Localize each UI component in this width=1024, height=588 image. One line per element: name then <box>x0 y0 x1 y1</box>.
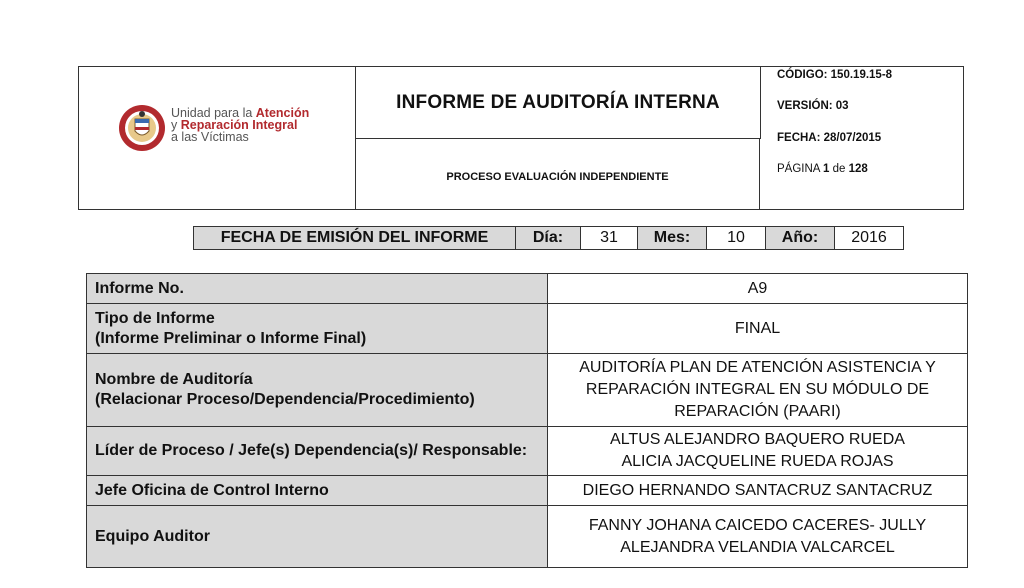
logo-text-line1a: Unidad para la <box>171 106 256 120</box>
value-line: REPARACIÓN (PAARI) <box>674 403 841 420</box>
label-line: (Informe Preliminar o Informe Final) <box>95 329 367 347</box>
row-value <box>548 427 968 476</box>
document-header <box>78 66 964 210</box>
logo-text-line2a: y <box>171 118 181 132</box>
month-value: 10 <box>707 227 766 249</box>
emission-label: FECHA DE EMISIÓN DEL INFORME <box>194 227 516 249</box>
version: VERSIÓN: 03 <box>777 100 849 112</box>
row-label <box>87 274 548 304</box>
day-value: 31 <box>581 227 638 249</box>
document-meta <box>761 67 963 209</box>
day-label: Día: <box>516 227 581 249</box>
table-row <box>87 506 968 568</box>
month-label: Mes: <box>638 227 707 249</box>
table-row <box>87 427 968 476</box>
process-name: PROCESO EVALUACIÓN INDEPENDIENTE <box>356 139 760 209</box>
logo-text-line2b: Reparación Integral <box>180 118 298 132</box>
row-label <box>87 476 548 506</box>
logo-text-line3: a las Víctimas <box>171 130 249 144</box>
value-line: FANNY JOHANA CAICEDO CACERES- JULLY <box>588 516 927 534</box>
row-label <box>87 304 548 354</box>
logo-text <box>171 107 309 143</box>
table-row <box>87 354 968 427</box>
year-label: Año: <box>766 227 835 249</box>
pagina-total: 128 <box>848 163 868 175</box>
label-line: Tipo de Informe <box>95 309 215 327</box>
pagina-de: de <box>829 163 849 175</box>
row-value <box>548 354 968 427</box>
label-line: Equipo Auditor <box>95 527 210 545</box>
row-value: A9 <box>548 274 968 304</box>
emission-date-row <box>193 226 904 250</box>
document-title: INFORME DE AUDITORÍA INTERNA <box>356 67 761 139</box>
pagina-num: 1 <box>823 163 830 175</box>
row-label <box>87 427 548 476</box>
report-info-table <box>86 273 968 568</box>
label-line: Líder de Proceso / Jefe(s) Dependencia(s)/ Responsable: <box>95 442 528 459</box>
row-label <box>87 506 548 568</box>
row-label <box>87 354 548 427</box>
logo-text-line1b: Atención <box>255 106 310 120</box>
label-line: Nombre de Auditoría <box>95 371 253 388</box>
row-value: FINAL <box>548 304 968 354</box>
colombia-seal-icon <box>117 103 167 153</box>
table-row <box>87 304 968 354</box>
codigo: CÓDIGO: 150.19.15-8 <box>777 69 893 81</box>
value-line: ALTUS ALEJANDRO BAQUERO RUEDA <box>610 431 905 448</box>
value-line: REPARACIÓN INTEGRAL EN SU MÓDULO DE <box>585 381 930 398</box>
value-line: AUDITORÍA PLAN DE ATENCIÓN ASISTENCIA Y <box>579 359 936 376</box>
value-line: ALEJANDRA VELANDIA VALCARCEL <box>620 538 895 556</box>
table-row <box>87 476 968 506</box>
pagina <box>777 163 868 175</box>
year-value: 2016 <box>851 229 887 246</box>
fecha: FECHA: 28/07/2015 <box>777 132 882 144</box>
pagina-label: PÁGINA <box>777 163 824 175</box>
label-line: (Relacionar Proceso/Dependencia/Procedimiento) <box>95 391 475 408</box>
logo-cell <box>79 67 356 209</box>
label-line: Informe No. <box>95 279 184 297</box>
row-value <box>548 506 968 568</box>
label-line: Jefe Oficina de Control Interno <box>95 481 329 499</box>
row-value: DIEGO HERNANDO SANTACRUZ SANTACRUZ <box>548 476 968 506</box>
table-row <box>87 274 968 304</box>
value-line: ALICIA JACQUELINE RUEDA ROJAS <box>621 453 894 470</box>
